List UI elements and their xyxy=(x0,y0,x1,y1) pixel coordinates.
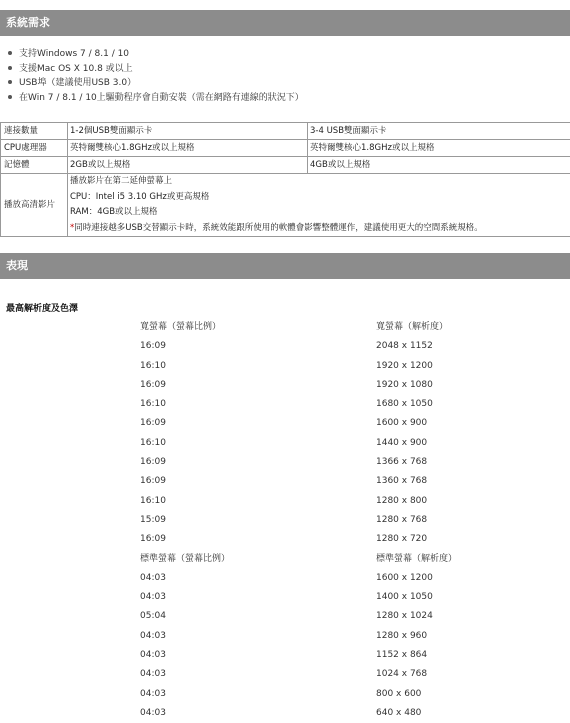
list-item: USB埠（建議使用USB 3.0） xyxy=(8,76,570,91)
resolution-cell: 1280 x 800 xyxy=(376,492,427,511)
resolution-row xyxy=(0,511,570,530)
resolution-row xyxy=(0,588,570,607)
resolution-row xyxy=(0,337,570,356)
resolution-cell: 1280 x 1024 xyxy=(376,607,433,626)
aspect-ratio-cell: 16:09 xyxy=(140,453,166,472)
system-requirements-header: 系統需求 xyxy=(0,10,570,36)
resolution-cell: 1152 x 864 xyxy=(376,646,427,665)
resolution-cell: 1440 x 900 xyxy=(376,434,427,453)
resolution-cell: 1360 x 768 xyxy=(376,472,427,491)
table-cell: 英特爾雙核心1.8GHz或以上規格 xyxy=(68,140,308,157)
resolution-row xyxy=(0,550,570,569)
row-label: 記憶體 xyxy=(1,157,68,174)
resolution-cell: 2048 x 1152 xyxy=(376,337,433,356)
aspect-ratio-cell: 16:10 xyxy=(140,357,166,376)
aspect-ratio-cell: 16:09 xyxy=(140,530,166,549)
row-label: CPU處理器 xyxy=(1,140,68,157)
bullet-icon xyxy=(8,80,12,84)
resolution-cell: 1024 x 768 xyxy=(376,665,427,684)
resolution-cell: 800 x 600 xyxy=(376,685,421,704)
list-item: 支援Mac OS X 10.8 或以上 xyxy=(8,62,570,77)
resolution-row xyxy=(0,414,570,433)
resolution-row xyxy=(0,472,570,491)
resolution-cell: 1920 x 1080 xyxy=(376,376,433,395)
resolution-cell: 1400 x 1050 xyxy=(376,588,433,607)
bullet-icon xyxy=(8,66,12,70)
row-label: 播放高清影片 xyxy=(1,174,68,237)
resolution-row xyxy=(0,492,570,511)
resolution-cell: 640 x 480 xyxy=(376,704,421,723)
requirements-list xyxy=(0,47,570,105)
aspect-ratio-cell: 04:03 xyxy=(140,646,166,665)
table-row xyxy=(1,157,570,174)
aspect-ratio-cell: 16:10 xyxy=(140,434,166,453)
resolution-row xyxy=(0,318,570,337)
aspect-ratio-cell: 16:10 xyxy=(140,492,166,511)
resolution-row xyxy=(0,607,570,626)
resolution-row xyxy=(0,646,570,665)
resolution-cell: 1600 x 1200 xyxy=(376,569,433,588)
resolution-row xyxy=(0,685,570,704)
resolution-cell: 1680 x 1050 xyxy=(376,395,433,414)
resolution-list xyxy=(0,318,570,723)
aspect-ratio-cell: 04:03 xyxy=(140,569,166,588)
aspect-ratio-cell: 04:03 xyxy=(140,627,166,646)
table-row xyxy=(1,123,570,140)
resolution-row xyxy=(0,357,570,376)
list-item: 支持Windows 7 / 8.1 / 10 xyxy=(8,47,570,62)
resolution-row xyxy=(0,395,570,414)
resolution-row xyxy=(0,530,570,549)
aspect-ratio-cell: 15:09 xyxy=(140,511,166,530)
aspect-ratio-cell: 05:04 xyxy=(140,607,166,626)
video-requirements-cell: 播放影片在第二延伸螢幕上 CPU：Intel i5 3.10 GHz或更高規格 RAM：4GB或以上規格 *同時連接越多USB交替顯示卡時，系統效能跟所使用的軟體會影響整體運作，建議使用更大的空間系統規格。 xyxy=(68,174,570,237)
resolution-row xyxy=(0,376,570,395)
performance-note: *同時連接越多USB交替顯示卡時，系統效能跟所使用的軟體會影響整體運作，建議使用更大的空間系統規格。 xyxy=(70,221,568,237)
table-row xyxy=(1,174,570,237)
spec-table xyxy=(0,122,570,237)
resolution-subtitle: 最高解析度及色澤 xyxy=(6,301,570,314)
resolution-cell: 1920 x 1200 xyxy=(376,357,433,376)
aspect-ratio-cell: 04:03 xyxy=(140,685,166,704)
resolution-row xyxy=(0,627,570,646)
resolution-cell: 寬螢幕（解析度） xyxy=(376,318,448,337)
aspect-ratio-cell: 04:03 xyxy=(140,704,166,723)
resolution-cell: 標準螢幕（解析度） xyxy=(376,550,457,569)
aspect-ratio-cell: 04:03 xyxy=(140,665,166,684)
table-cell: 2GB或以上規格 xyxy=(68,157,308,174)
resolution-row xyxy=(0,569,570,588)
table-cell: 英特爾雙核心1.8GHz或以上規格 xyxy=(308,140,570,157)
resolution-row xyxy=(0,665,570,684)
aspect-ratio-cell: 寬螢幕（螢幕比例） xyxy=(140,318,221,337)
aspect-ratio-cell: 16:09 xyxy=(140,414,166,433)
table-cell: 1-2個USB雙面顯示卡 xyxy=(68,123,308,140)
bullet-icon xyxy=(8,51,12,55)
list-item: 在Win 7 / 8.1 / 10上驅動程序會自動安裝（需在網路有連線的狀況下） xyxy=(8,91,570,106)
resolution-cell: 1366 x 768 xyxy=(376,453,427,472)
aspect-ratio-cell: 04:03 xyxy=(140,588,166,607)
aspect-ratio-cell: 16:09 xyxy=(140,376,166,395)
table-cell: 4GB或以上規格 xyxy=(308,157,570,174)
table-row xyxy=(1,140,570,157)
bullet-icon xyxy=(8,95,12,99)
resolution-cell: 1280 x 960 xyxy=(376,627,427,646)
resolution-cell: 1280 x 720 xyxy=(376,530,427,549)
aspect-ratio-cell: 16:10 xyxy=(140,395,166,414)
resolution-row xyxy=(0,704,570,723)
row-label: 連接數量 xyxy=(1,123,68,140)
resolution-row xyxy=(0,434,570,453)
table-cell: 3-4 USB雙面顯示卡 xyxy=(308,123,570,140)
aspect-ratio-cell: 標準螢幕（螢幕比例） xyxy=(140,550,230,569)
aspect-ratio-cell: 16:09 xyxy=(140,337,166,356)
performance-header: 表現 xyxy=(0,253,570,279)
aspect-ratio-cell: 16:09 xyxy=(140,472,166,491)
resolution-cell: 1280 x 768 xyxy=(376,511,427,530)
resolution-cell: 1600 x 900 xyxy=(376,414,427,433)
resolution-row xyxy=(0,453,570,472)
